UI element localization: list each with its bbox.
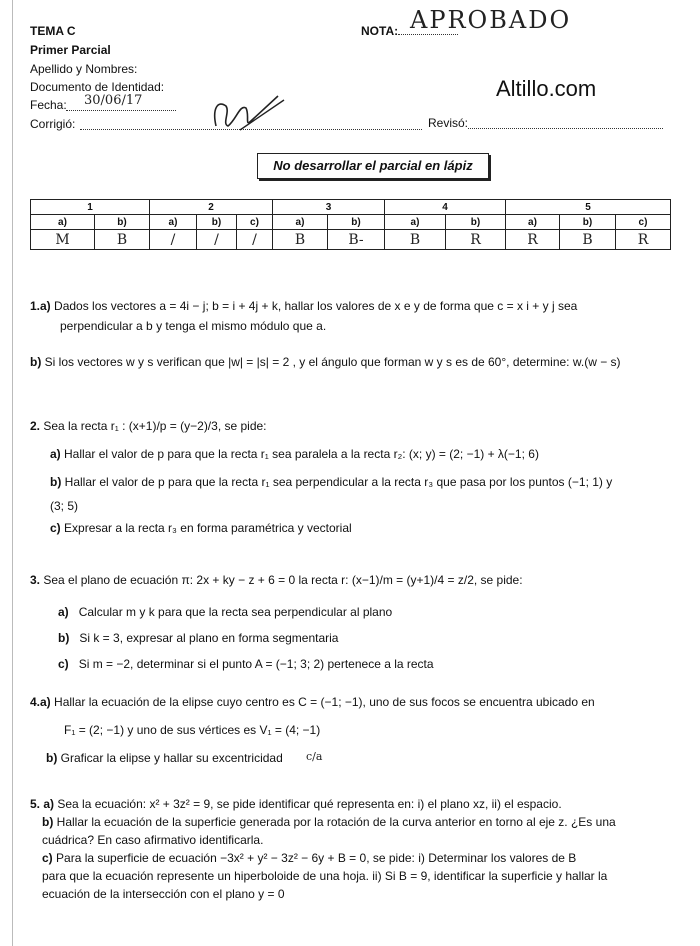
fecha-label: Fecha: bbox=[30, 98, 67, 112]
question-1a-text: Dados los vectores a = 4i − j; b = i + 4j + k, hallar los valores de x e y de forma que c = x i + y j sea bbox=[54, 299, 578, 313]
mark-cell: R bbox=[506, 230, 560, 250]
question-3b-text: Si k = 3, expresar al plano en forma segmentaria bbox=[79, 631, 339, 645]
subitem-cell: b) bbox=[95, 215, 150, 230]
watermark-text: Altillo.com bbox=[496, 76, 597, 101]
question-2a: a) Hallar el valor de p para que la recta r₁ sea paralela a la recta r₂: (x; y) = (2; −1) + λ(−1; 6) bbox=[50, 447, 539, 461]
corrigio-label: Corrigió: bbox=[30, 117, 76, 131]
mark-cell: B- bbox=[328, 230, 385, 250]
question-1b-text: Si los vectores w y s verifican que |w| = |s| = 2 , y el ángulo que forman w y s es de 60°, determine: w.(w − s) bbox=[44, 355, 621, 369]
question-1b bbox=[30, 354, 670, 370]
question-2a-text: Hallar el valor de p para que la recta r₁ sea paralela a la recta r₂: (x; y) = (2; −1) + λ(−1; 6) bbox=[64, 447, 539, 461]
tema-label: TEMA C bbox=[30, 24, 76, 38]
fecha-value: 30/06/17 bbox=[84, 93, 143, 108]
question-3 bbox=[30, 572, 523, 588]
subitem-cell: b) bbox=[560, 215, 616, 230]
handwritten-note: c/a bbox=[306, 750, 323, 763]
question-5b-cont: cuádrica? En caso afirmativo identificarla. bbox=[42, 833, 264, 847]
question-5-label: 5. bbox=[30, 797, 41, 811]
question-4a-label: 4.a) bbox=[30, 695, 51, 709]
mark-cell: / bbox=[237, 230, 273, 250]
parcial-label: Primer Parcial bbox=[30, 43, 111, 57]
subitem-cell: c) bbox=[237, 215, 273, 230]
question-5a-text: Sea la ecuación: x² + 3z² = 9, se pide identificar qué representa en: i) el plano xz, ii) el espacio. bbox=[57, 797, 562, 811]
question-5c: c) Para la superficie de ecuación −3x² + y² − 3z² − 6y + B = 0, se pide: i) Determinar los valores de B bbox=[42, 851, 577, 865]
question-2b: b) Hallar el valor de p para que la recta r₁ sea perpendicular a la recta r₃ que pasa por los puntos (−1; 1) y bbox=[50, 475, 613, 489]
question-3-label: 3. bbox=[30, 573, 41, 587]
mark-cell: M bbox=[31, 230, 95, 250]
question-5c-text: Para la superficie de ecuación −3x² + y² − 3z² − 6y + B = 0, se pide: i) Determinar los valores de B bbox=[56, 851, 577, 865]
group-cell-1: 1 bbox=[31, 200, 150, 215]
question-5a: 5. a) Sea la ecuación: x² + 3z² = 9, se pide identificar qué representa en: i) el plano xz, ii) el espacio. bbox=[30, 797, 562, 811]
subitem-cell: a) bbox=[385, 215, 446, 230]
question-4a-cont: F₁ = (2; −1) y uno de sus vértices es V₁ = (4; −1) bbox=[64, 723, 321, 737]
question-4a-text: Hallar la ecuación de la elipse cuyo centro es C = (−1; −1), uno de sus focos se encuentra ubicado en bbox=[54, 695, 595, 709]
question-5b-text: Hallar la ecuación de la superficie generada por la rotación de la curva anterior en torno al eje z. ¿Es una bbox=[56, 815, 616, 829]
reviso-line bbox=[468, 128, 663, 129]
question-3c: c) Si m = −2, determinar si el punto A = (−1; 3; 2) pertenece a la recta bbox=[58, 657, 434, 671]
subitem-cell: c) bbox=[616, 215, 671, 230]
question-2-text: Sea la recta r₁ : (x+1)/p = (y−2)/3, se pide: bbox=[43, 419, 267, 433]
mark-cell: B bbox=[95, 230, 150, 250]
question-3a: a) Calcular m y k para que la recta sea perpendicular al plano bbox=[58, 605, 393, 619]
question-4b-text: Graficar la elipse y hallar su excentricidad bbox=[60, 751, 283, 765]
question-3-text: Sea el plano de ecuación π: 2x + ky − z + 6 = 0 la recta r: (x−1)/m = (y+1)/4 = z/2, se pide: bbox=[43, 573, 523, 587]
subitem-cell: a) bbox=[31, 215, 95, 230]
question-2c: c) Expresar a la recta r₃ en forma paramétrica y vectorial bbox=[50, 521, 352, 535]
question-1a-label: 1.a) bbox=[30, 299, 51, 313]
question-2b-cont: (3; 5) bbox=[50, 499, 79, 513]
group-cell-4: 4 bbox=[385, 200, 506, 215]
question-2 bbox=[30, 418, 267, 434]
question-5b: b) Hallar la ecuación de la superficie generada por la rotación de la curva anterior en torno al eje z. ¿Es una bbox=[42, 815, 616, 829]
apellido-label: Apellido y Nombres: bbox=[30, 62, 138, 76]
question-5c-cont: para que la ecuación represente un hiperboloide de una hoja. ii) Si B = 9, identificar la superficie y hallar la bbox=[42, 869, 608, 883]
page-edge-line bbox=[12, 0, 13, 946]
question-2c-text: Expresar a la recta r₃ en forma paramétrica y vectorial bbox=[64, 521, 352, 535]
mark-cell: R bbox=[446, 230, 506, 250]
question-2b-text: Hallar el valor de p para que la recta r₁ sea perpendicular a la recta r₃ que pasa por los puntos (−1; 1) y bbox=[64, 475, 613, 489]
group-cell-2: 2 bbox=[150, 200, 273, 215]
grade-table bbox=[30, 199, 671, 250]
question-1a bbox=[30, 298, 670, 314]
grader-signature bbox=[200, 90, 290, 140]
question-3c-text: Si m = −2, determinar si el punto A = (−1; 3; 2) pertenece a la recta bbox=[78, 657, 434, 671]
question-1a-cont: perpendicular a b y tenga el mismo módulo que a. bbox=[60, 319, 327, 333]
reviso-label: Revisó: bbox=[428, 116, 469, 130]
subitem-cell: b) bbox=[328, 215, 385, 230]
no-pencil-notice: No desarrollar el parcial en lápiz bbox=[257, 153, 489, 179]
mark-cell: B bbox=[560, 230, 616, 250]
question-4b: b) Graficar la elipse y hallar su excentricidad bbox=[46, 751, 283, 765]
grade-subitems-row bbox=[31, 215, 671, 230]
nota-value: APROBADO bbox=[410, 6, 572, 34]
question-2-label: 2. bbox=[30, 419, 41, 433]
mark-cell: / bbox=[197, 230, 237, 250]
grade-marks-row bbox=[31, 230, 671, 250]
question-5c-cont2: ecuación de la intersección con el plano y = 0 bbox=[42, 887, 285, 901]
question-3a-text: Calcular m y k para que la recta sea perpendicular al plano bbox=[78, 605, 393, 619]
subitem-cell: b) bbox=[446, 215, 506, 230]
nota-label: NOTA: bbox=[361, 24, 399, 38]
subitem-cell: a) bbox=[506, 215, 560, 230]
subitem-cell: b) bbox=[197, 215, 237, 230]
mark-cell: R bbox=[616, 230, 671, 250]
subitem-cell: a) bbox=[150, 215, 197, 230]
question-3b: b) Si k = 3, expresar al plano en forma segmentaria bbox=[58, 631, 339, 645]
question-4a bbox=[30, 694, 670, 710]
group-cell-3: 3 bbox=[273, 200, 385, 215]
grade-groups-row bbox=[31, 200, 671, 215]
subitem-cell: a) bbox=[273, 215, 328, 230]
mark-cell: B bbox=[385, 230, 446, 250]
mark-cell: B bbox=[273, 230, 328, 250]
fecha-line bbox=[66, 110, 176, 111]
mark-cell: / bbox=[150, 230, 197, 250]
nota-line bbox=[398, 34, 458, 35]
documento-label: Documento de Identidad: bbox=[30, 80, 165, 94]
group-cell-5: 5 bbox=[506, 200, 671, 215]
question-1b-label: b) bbox=[30, 355, 42, 369]
